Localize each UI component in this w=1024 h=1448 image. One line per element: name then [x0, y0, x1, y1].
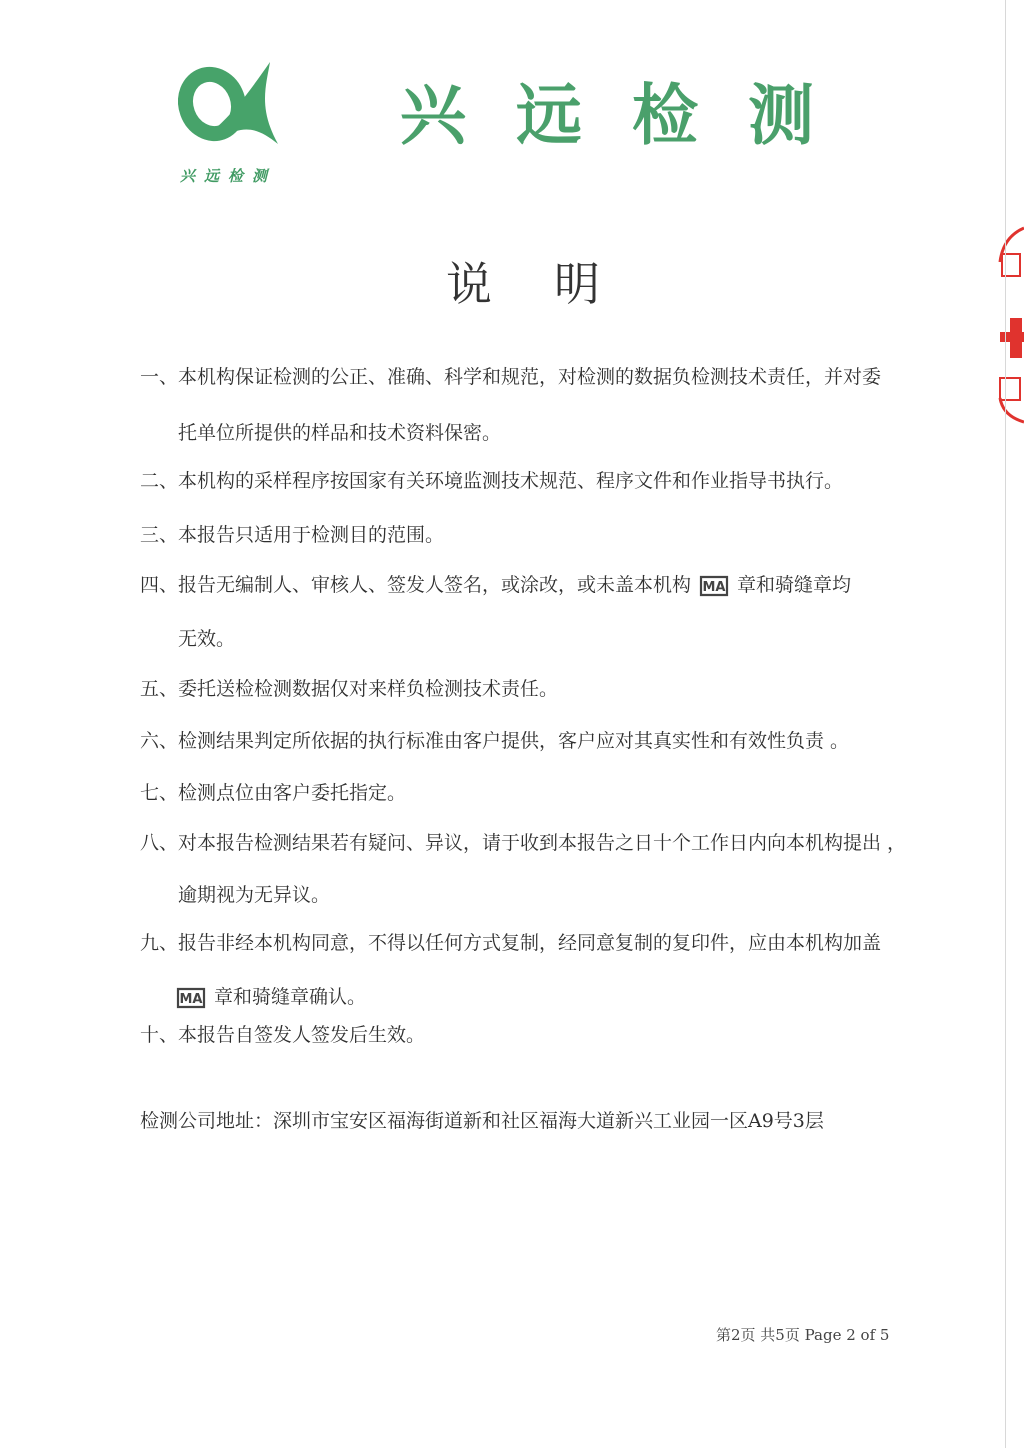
- company-logo: [178, 58, 290, 150]
- clause-8-line-2: 逾期视为无异议。: [178, 884, 331, 906]
- clause-2: 二、本机构的采样程序按国家有关环境监测技术规范、程序文件和作业指导书执行。: [140, 470, 844, 492]
- logo-caption: 兴远检测: [180, 167, 277, 185]
- cma-stamp-icon: [174, 986, 208, 1010]
- clause-9-line-2: [174, 984, 366, 1010]
- company-address: 检测公司地址：深圳市宝安区福海街道新和社区福海大道新兴工业园一区A9号3层: [140, 1110, 824, 1132]
- cma-stamp-text: MA: [702, 580, 726, 595]
- red-seal-fragment: [980, 222, 1024, 432]
- clause-7: 七、检测点位由客户委托指定。: [140, 782, 407, 804]
- page-number: 第2页 共5页 Page 2 of 5: [716, 1326, 890, 1344]
- clause-9-line-1: 九、报告非经本机构同意，不得以任何方式复制，经同意复制的复印件，应由本机构加盖: [140, 932, 882, 954]
- clause-4-line-2: 无效。: [178, 628, 236, 650]
- scan-edge-line: [1005, 0, 1006, 1448]
- clause-9-text-after-stamp: 章和骑缝章确认。: [214, 986, 367, 1008]
- clause-10: 十、本报告自签发人签发后生效。: [140, 1024, 426, 1046]
- cma-stamp-icon: [697, 574, 731, 598]
- clause-6: 六、检测结果判定所依据的执行标准由客户提供，客户应对其真实性和有效性负责 。: [140, 730, 850, 752]
- clause-4-line-1: [140, 572, 851, 598]
- clause-4-text-before-stamp: 四、报告无编制人、审核人、签发人签名，或涂改，或未盖本机构: [140, 574, 692, 596]
- clause-3: 三、本报告只适用于检测目的范围。: [140, 524, 445, 546]
- clause-8-line-1: 八、对本报告检测结果若有疑问、异议，请于收到本报告之日十个工作日内向本机构提出 ，: [140, 832, 907, 854]
- page-title: 说明: [446, 257, 662, 311]
- clause-4-text-after-stamp: 章和骑缝章均: [737, 574, 852, 596]
- brand-title: 兴远检测: [400, 76, 864, 154]
- clause-1-line-1: 一、本机构保证检测的公正、准确、科学和规范，对检测的数据负检测技术责任，并对委: [140, 366, 882, 388]
- cma-stamp-text: MA: [179, 992, 203, 1007]
- clause-1-line-2: 托单位所提供的样品和技术资料保密。: [178, 422, 502, 444]
- clause-5: 五、委托送检检测数据仅对来样负检测技术责任。: [140, 678, 559, 700]
